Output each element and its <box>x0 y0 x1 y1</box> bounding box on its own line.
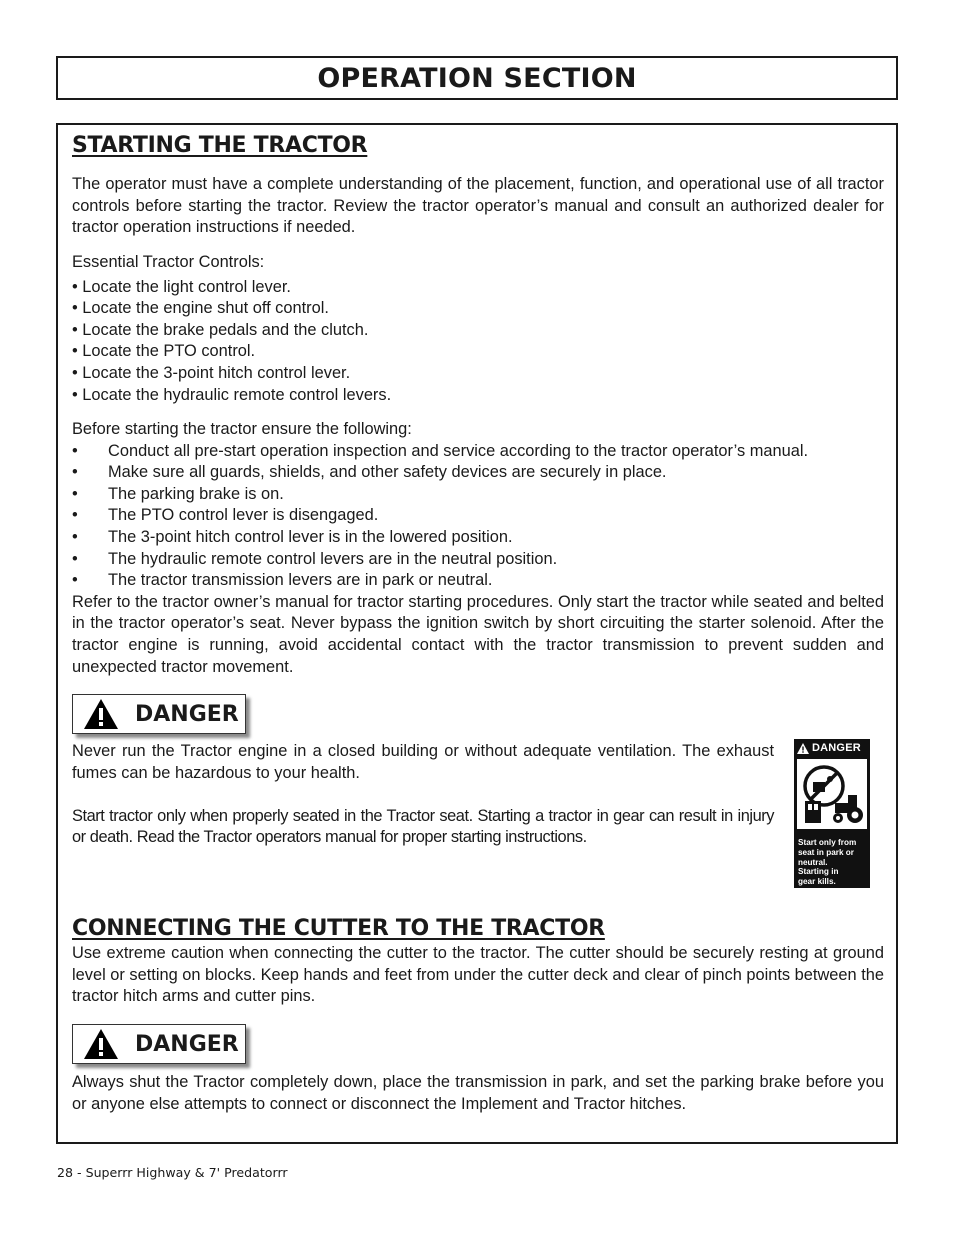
bullet: • <box>72 484 78 503</box>
danger1-text <box>72 741 774 849</box>
content-panel <box>56 123 898 1144</box>
decal-label: DANGER <box>812 742 861 754</box>
danger-decal <box>794 739 870 888</box>
list-item: • The parking brake is on. <box>72 484 884 506</box>
ensure-block <box>72 419 884 678</box>
bullet: • <box>72 441 78 460</box>
danger2-para: Always shut the Tractor completely down, place the transmission in park, and set the parking brake before you or anyone else attempts to connect or disconnect the Implement and Tractor hitches. <box>72 1073 884 1113</box>
no-start-tractor-icon <box>797 759 867 829</box>
list-item: • Locate the brake pedals and the clutch. <box>72 320 369 339</box>
starting-refer: Refer to the tractor owner’s manual for tractor starting procedures. Only start the tractor while seated and belted in the tractor operator’s seat. Never bypass the ignition switch by short circuiting the starter solenoid. After the tractor engine is running, avoid accidental contact with the tractor transmission to prevent sudden and unexpected tractor movement. <box>72 592 884 676</box>
bullet: • <box>72 463 78 482</box>
danger-label: DANGER <box>135 1031 239 1057</box>
controls-label: Essential Tractor Controls: <box>72 253 265 271</box>
controls-block <box>72 252 884 406</box>
starting-section <box>72 133 884 158</box>
starting-intro: The operator must have a complete understanding of the placement, function, and operational use of all tractor controls before starting the tractor. Review the tractor operator’s manual and consult an authorized dealer for tractor operation instructions if needed. <box>72 175 884 237</box>
decal-text: Start only from seat in park or neutral. Starting in gear kills. <box>798 838 857 887</box>
bullet: • <box>72 527 78 546</box>
warning-triangle-icon <box>797 743 809 754</box>
list-item: • The 3-point hitch control lever is in the lowered position. <box>72 527 884 549</box>
list-item: • The PTO control lever is disengaged. <box>72 505 884 527</box>
list-item: • Locate the 3-point hitch control lever. <box>72 363 351 382</box>
starting-body <box>72 174 884 239</box>
warning-triangle-icon <box>83 1028 119 1060</box>
list-item: • The tractor transmission levers are in park or neutral. <box>72 570 884 592</box>
list-item: • Make sure all guards, shields, and other safety devices are securely in place. <box>72 462 884 484</box>
danger-label-box <box>72 694 246 734</box>
section-banner <box>56 56 898 100</box>
bullet: • <box>72 571 78 590</box>
bullet: • <box>72 549 78 568</box>
ensure-list <box>72 441 884 592</box>
list-item: • Locate the hydraulic remote control levers. <box>72 385 392 404</box>
warning-triangle-icon <box>83 698 119 730</box>
list-item: • Locate the PTO control. <box>72 342 256 361</box>
danger2-text <box>72 1072 884 1115</box>
list-item: • Locate the engine shut off control. <box>72 299 329 318</box>
ensure-label: Before starting the tractor ensure the following: <box>72 420 412 438</box>
danger1-para2: Start tractor only when properly seated in the Tractor seat. Starting a tractor in gear can result in injury or death. Read the Tractor operators manual for proper starting instructions. <box>72 806 774 847</box>
danger1-para1: Never run the Tractor engine in a closed building or without adequate ventilation. The exhaust fumes can be hazardous to your health. <box>72 742 774 782</box>
page-footer: 28 - Superrr Highway & 7' Predatorrr <box>57 1165 288 1180</box>
connecting-text: Use extreme caution when connecting the cutter to the tractor. The cutter should be securely resting at ground level or setting on blocks. Keep hands and feet from under the cutter deck and clear of pinch points between the tractor hitch arms and cutter pins. <box>72 944 884 1006</box>
danger-label-box <box>72 1024 246 1064</box>
decal-header <box>794 739 870 757</box>
bullet: • <box>72 506 78 525</box>
section-title: OPERATION SECTION <box>317 62 637 94</box>
list-item: • The hydraulic remote control levers are in the neutral position. <box>72 549 884 571</box>
controls-list <box>72 277 884 407</box>
list-item: • Locate the light control lever. <box>72 277 291 296</box>
connecting-heading: CONNECTING THE CUTTER TO THE TRACTOR <box>72 916 605 941</box>
list-item: • Conduct all pre-start operation inspection and service according to the tractor operator’s manual. <box>72 441 884 463</box>
starting-heading: STARTING THE TRACTOR <box>72 133 368 158</box>
danger-label: DANGER <box>135 701 239 727</box>
connecting-body <box>72 943 884 1008</box>
connecting-section <box>72 916 884 941</box>
